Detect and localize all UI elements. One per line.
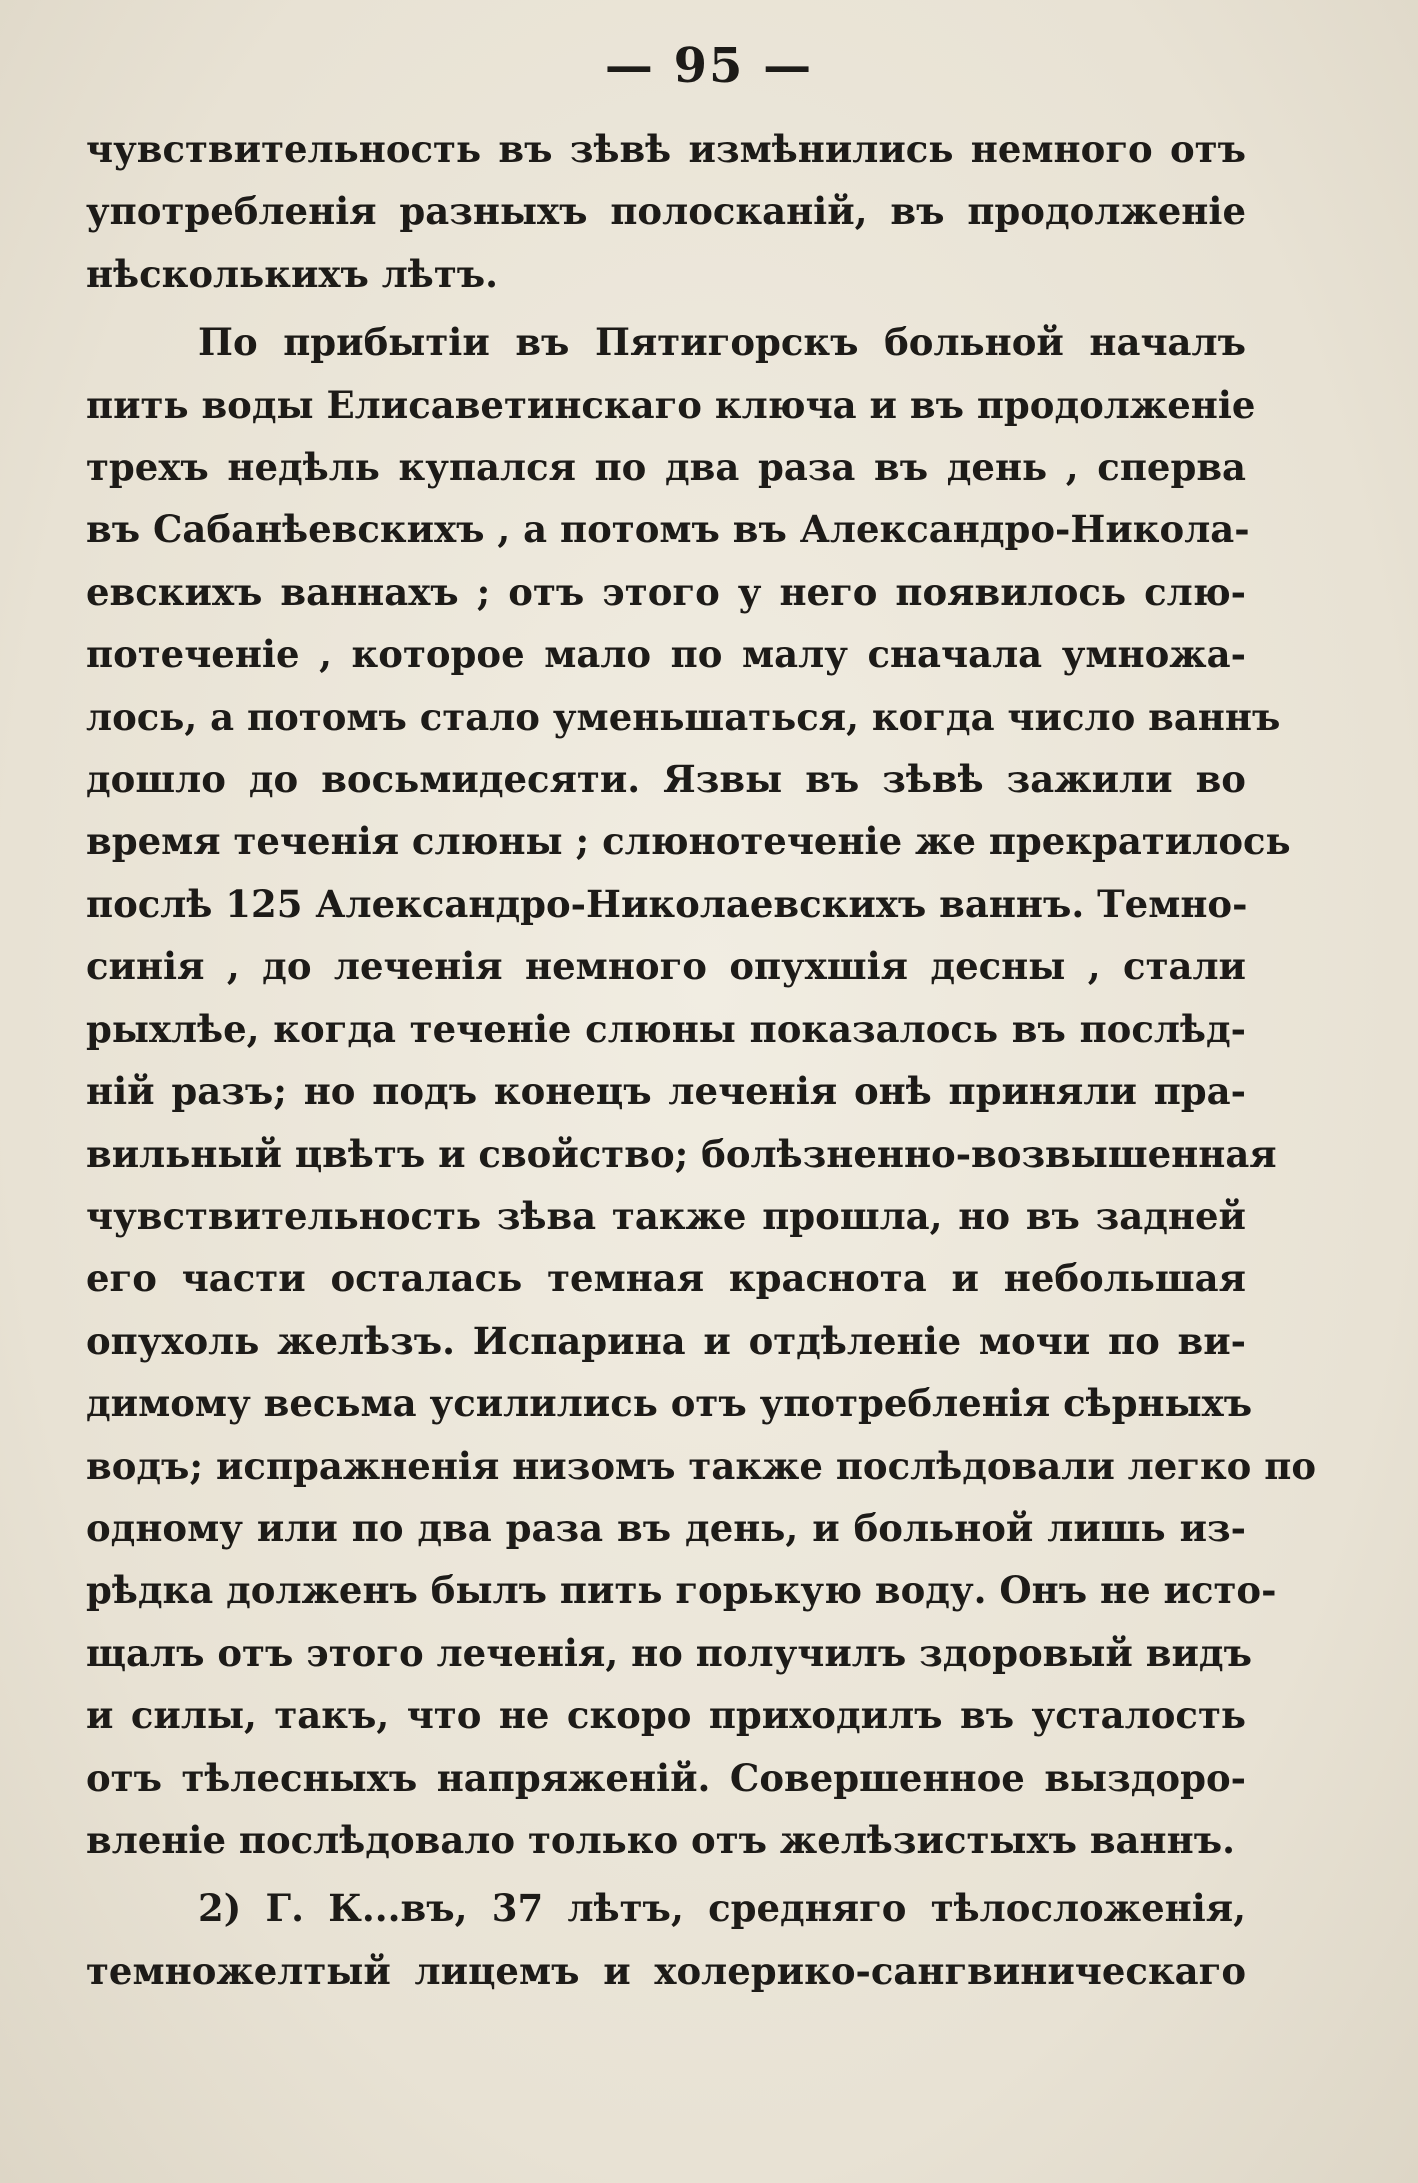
text-line: вленіе послѣдовало только отъ желѣзистыхъ ваннъ. [86,1817,1235,1862]
text-line: отъ тѣлесныхъ напряженій. Совершенное выздоро- [86,1755,1246,1800]
text-line: евскихъ ваннахъ ; отъ этого у него появилось слю- [86,569,1246,614]
text-line: нѣсколькихъ лѣтъ. [86,251,499,296]
text-line: чувствительность зѣва также прошла, но въ задней [86,1193,1246,1238]
text-line: употребленія разныхъ полосканій, въ продолженіе [86,189,1246,234]
paragraph-3 [86,1877,1246,2002]
text-line: пить воды Елисаветинскаго ключа и въ продолженіе [86,382,1256,427]
body-text [86,118,1316,2002]
text-line: темножелтый лицемъ и холерико-сангвиническаго [86,1948,1246,1993]
text-line: ній разъ; но подъ конецъ леченія онѣ приняли пра- [86,1069,1246,1114]
text-line: его части осталась темная краснота и небольшая [86,1256,1246,1301]
text-line: щалъ отъ этого леченія, но получилъ здоровый видъ [86,1630,1252,1675]
text-line: водъ; испражненія низомъ также послѣдовали легко по [86,1443,1316,1488]
paragraph-2 [86,311,1316,1871]
text-line: трехъ недѣль купался по два раза въ день , сперва [86,445,1246,490]
text-line: потеченіе , которое мало по малу сначала умножа- [86,632,1246,677]
text-line: рыхлѣе, когда теченіе слюны показалось въ послѣд- [86,1006,1246,1051]
text-line: дошло до восьмидесяти. Язвы въ зѣвѣ зажили во [86,757,1246,802]
page-number: — 95 — [604,38,814,94]
text-line: лось, а потомъ стало уменьшаться, когда число ваннъ [86,694,1281,739]
text-line: синія , до леченія немного опухшія десны , стали [86,944,1246,989]
text-line: одному или по два раза въ день, и больной лишь из- [86,1505,1246,1550]
text-line: 2) Г. К...въ, 37 лѣтъ, средняго тѣлосложенія, [198,1886,1246,1931]
text-line: чувствительность въ зѣвѣ измѣнились немного отъ [86,127,1246,171]
text-line: время теченія слюны ; слюнотеченіе же прекратилось [86,819,1291,864]
text-line: вильный цвѣтъ и свойство; болѣзненно-возвышенная [86,1131,1277,1176]
text-line: По прибытіи въ Пятигорскъ больной началъ [198,320,1246,365]
text-line: опухоль желѣзъ. Испарина и отдѣленіе мочи по ви- [86,1318,1246,1363]
text-line: послѣ 125 Александро-Николаевскихъ ваннъ. Темно- [86,881,1248,926]
text-line: и силы, такъ, что не скоро приходилъ въ усталость [86,1693,1246,1738]
text-line: рѣдка долженъ былъ пить горькую воду. Онъ не исто- [86,1568,1277,1613]
text-line: въ Сабанѣевскихъ , а потомъ въ Александро-Никола- [86,507,1250,552]
text-line: димому весьма усилились отъ употребленія сѣрныхъ [86,1381,1253,1426]
paragraph-1 [86,118,1246,305]
